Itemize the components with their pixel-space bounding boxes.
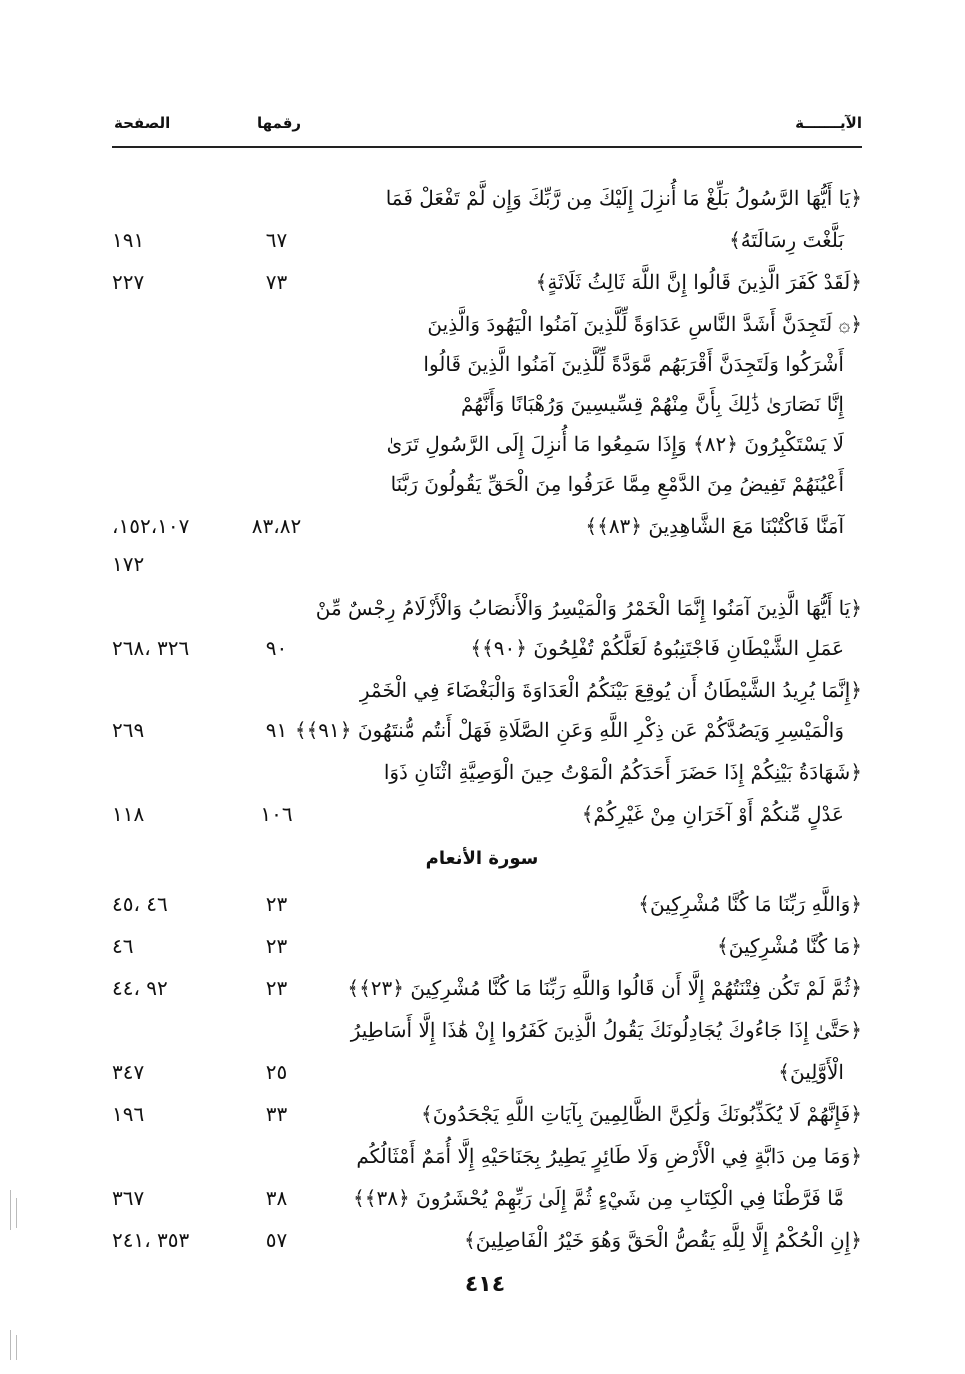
table-row	[112, 1094, 862, 1134]
verse-text: ﴿إِنَّمَا يُرِيدُ الشَّيْطَانُ أَن يُوقِعَ بَيْنَكُمُ الْعَدَاوَةَ وَالْبَغْضَاءَ فِي الْخَمْرِ	[359, 678, 862, 702]
verse-text: إِنَّا نَصَارَىٰ ذَٰلِكَ بِأَنَّ مِنْهُمْ قِسِّيسِينَ وَرُهْبَانًا وَأَنَّهُمْ	[460, 392, 844, 416]
verse-text: ﴿وَمَا مِن دَابَّةٍ فِي الْأَرْضِ وَلَا طَائِرٍ يَطِيرُ بِجَنَاحَيْهِ إِلَّا أُمَمٌ أَمْثَالُكُم	[356, 1144, 862, 1168]
page-refs: ٣٥٣ ،٢٤١	[112, 1228, 190, 1252]
page-column-header: الصفحة	[114, 114, 171, 132]
table-row	[112, 752, 862, 792]
table-row	[112, 506, 862, 546]
page-refs: ٣٤٧	[112, 1060, 145, 1084]
page-refs: ٢٢٧	[112, 270, 145, 294]
verse-number: ٣٨	[265, 1186, 288, 1210]
verse-number: ٥٧	[265, 1228, 288, 1252]
ayah-column-header: الآيـــــــة	[795, 114, 862, 132]
table-row	[112, 344, 862, 384]
verse-text: ﴿شَهَادَةُ بَيْنِكُمْ إِذَا حَضَرَ أَحَدَكُمُ الْمَوْتُ حِينَ الْوَصِيَّةِ اثْنَانِ ذَوَا	[383, 760, 862, 784]
table-header	[112, 108, 862, 148]
verse-number: ٩٠	[265, 636, 288, 660]
verse-text: وَالْمَيْسِرِ وَيَصُدَّكُمْ عَن ذِكْرِ اللَّهِ وَعَنِ الصَّلَاةِ فَهَلْ أَنتُم مُّنتَهُونَ ﴿٩١﴾﴾	[294, 718, 844, 742]
page-refs: ١٩١	[112, 228, 145, 252]
table-row	[112, 304, 862, 344]
verse-text: ﴿إِنِ الْحُكْمُ إِلَّا لِلَّهِ يَقُصُّ الْحَقَّ وَهُوَ خَيْرُ الْفَاصِلِينَ﴾	[464, 1228, 862, 1252]
table-row	[112, 262, 862, 302]
page-refs: ١١٨	[112, 802, 145, 826]
table-row	[112, 794, 862, 834]
page-refs: ٣٢٦ ،٢٦٨	[112, 636, 190, 660]
page-refs: ٢٦٩	[112, 718, 145, 742]
verse-text: أَشْرَكُوا وَلَتَجِدَنَّ أَقْرَبَهُم مَّوَدَّةً لِّلَّذِينَ آمَنُوا الَّذِينَ قَالُوا	[423, 352, 844, 376]
verse-text: لَا يَسْتَكْبِرُونَ ﴿٨٢﴾ وَإِذَا سَمِعُوا مَا أُنزِلَ إِلَى الرَّسُولِ تَرَىٰ	[386, 432, 844, 456]
number-column-header: رقمها	[257, 114, 302, 132]
verse-text: عَمَلِ الشَّيْطَانِ فَاجْتَنِبُوهُ لَعَلَّكُمْ تُفْلِحُونَ ﴿٩٠﴾﴾	[470, 636, 844, 660]
page-refs: ١٥٢،١٠٧،	[112, 514, 190, 538]
verse-text: ﴿مَا كُنَّا مُشْرِكِينَ﴾	[717, 934, 862, 958]
page-refs: ٤٦	[112, 934, 134, 958]
page-number: ٤١٤	[464, 1272, 506, 1297]
table-row	[112, 670, 862, 710]
table-row	[112, 178, 862, 218]
verse-number: ٢٣	[265, 976, 288, 1000]
table-row	[112, 1010, 862, 1050]
verse-number: ٢٥	[265, 1060, 288, 1084]
verse-text: الْأَوَّلِينَ﴾	[778, 1060, 844, 1084]
table-row	[112, 1052, 862, 1092]
page-refs: ٣٦٧	[112, 1186, 145, 1210]
verse-text: آمَنَّا فَاكْتُبْنَا مَعَ الشَّاهِدِينَ ﴿٨٣﴾﴾	[585, 514, 844, 538]
table-row	[112, 544, 862, 584]
table-row	[112, 1178, 862, 1218]
verse-number: ٨٣،٨٢	[251, 514, 302, 538]
verse-text: ﴿يَا أَيُّهَا الرَّسُولُ بَلِّغْ مَا أُنزِلَ إِلَيْكَ مِن رَّبِّكَ وَإِن لَّمْ تَفْعَلْ فَمَا	[385, 186, 862, 210]
table-row	[112, 424, 862, 464]
verse-number: ٣٣	[265, 1102, 288, 1126]
verse-text: أَعْيُنَهُمْ تَفِيضُ مِنَ الدَّمْعِ مِمَّا عَرَفُوا مِنَ الْحَقِّ يَقُولُونَ رَبَّنَا	[390, 472, 844, 496]
table-row	[112, 1220, 862, 1260]
page-refs: ٤٦ ،٤٥	[112, 892, 168, 916]
table-row	[112, 926, 862, 966]
scan-margin-marks	[8, 1190, 28, 1370]
verse-number: ٧٣	[265, 270, 288, 294]
verse-text: ﴿يَا أَيُّهَا الَّذِينَ آمَنُوا إِنَّمَا الْخَمْرُ وَالْمَيْسِرُ وَالْأَنصَابُ وَالْأَزْلَامُ رِجْسٌ مِّنْ	[315, 596, 862, 620]
index-page	[112, 108, 862, 1252]
verse-text: ﴿فَإِنَّهُمْ لَا يُكَذِّبُونَكَ وَلَٰكِنَّ الظَّالِمِينَ بِآيَاتِ اللَّهِ يَجْحَدُونَ﴾	[421, 1102, 862, 1126]
table-row	[112, 884, 862, 924]
verse-text: ﴿وَاللَّهِ رَبِّنَا مَا كُنَّا مُشْرِكِينَ﴾	[638, 892, 862, 916]
verse-number: ٢٣	[265, 934, 288, 958]
table-row	[112, 710, 862, 750]
page-refs: ١٩٦	[112, 1102, 145, 1126]
page-refs: ٩٢ ،٤٤	[112, 976, 168, 1000]
verse-text: مَّا فَرَّطْنَا فِي الْكِتَابِ مِن شَيْءٍ ثُمَّ إِلَىٰ رَبِّهِمْ يُحْشَرُونَ ﴿٣٨﴾﴾	[353, 1186, 844, 1210]
page-refs: ١٧٢	[112, 552, 145, 576]
table-row	[112, 968, 862, 1008]
verse-text: بَلَّغْتَ رِسَالَتَهُ﴾	[729, 228, 844, 252]
verse-text: ﴿ثُمَّ لَمْ تَكُن فِتْنَتُهُمْ إِلَّا أَن قَالُوا وَاللَّهِ رَبِّنَا مَا كُنَّا مُشْرِكِينَ ﴿٢٣﴾﴾	[347, 976, 862, 1000]
verse-text: ﴿لَقَدْ كَفَرَ الَّذِينَ قَالُوا إِنَّ اللَّهَ ثَالِثُ ثَلَاثَةٍ﴾	[535, 270, 862, 294]
verse-text: ﴿۞ لَتَجِدَنَّ أَشَدَّ النَّاسِ عَدَاوَةً لِّلَّذِينَ آمَنُوا الْيَهُودَ وَالَّذِينَ	[427, 312, 862, 336]
table-row	[112, 220, 862, 260]
table-row	[112, 384, 862, 424]
table-row	[112, 588, 862, 628]
verse-number: ٦٧	[265, 228, 288, 252]
table-row	[112, 1136, 862, 1176]
verse-text: ﴿حَتَّىٰ إِذَا جَاءُوكَ يُجَادِلُونَكَ يَقُولُ الَّذِينَ كَفَرُوا إِنْ هَٰذَا إِلَّا أَسَاطِيرُ	[350, 1018, 862, 1042]
verse-number: ٩١	[265, 718, 288, 742]
table-row	[112, 628, 862, 668]
surah-title: سورة الأنعام	[425, 848, 539, 869]
table-row	[112, 464, 862, 504]
verse-number: ٢٣	[265, 892, 288, 916]
verse-number: ١٠٦	[260, 802, 293, 826]
verse-text: عَدْلٍ مِّنكُمْ أَوْ آخَرَانِ مِنْ غَيْرِكُمْ﴾	[581, 802, 844, 826]
